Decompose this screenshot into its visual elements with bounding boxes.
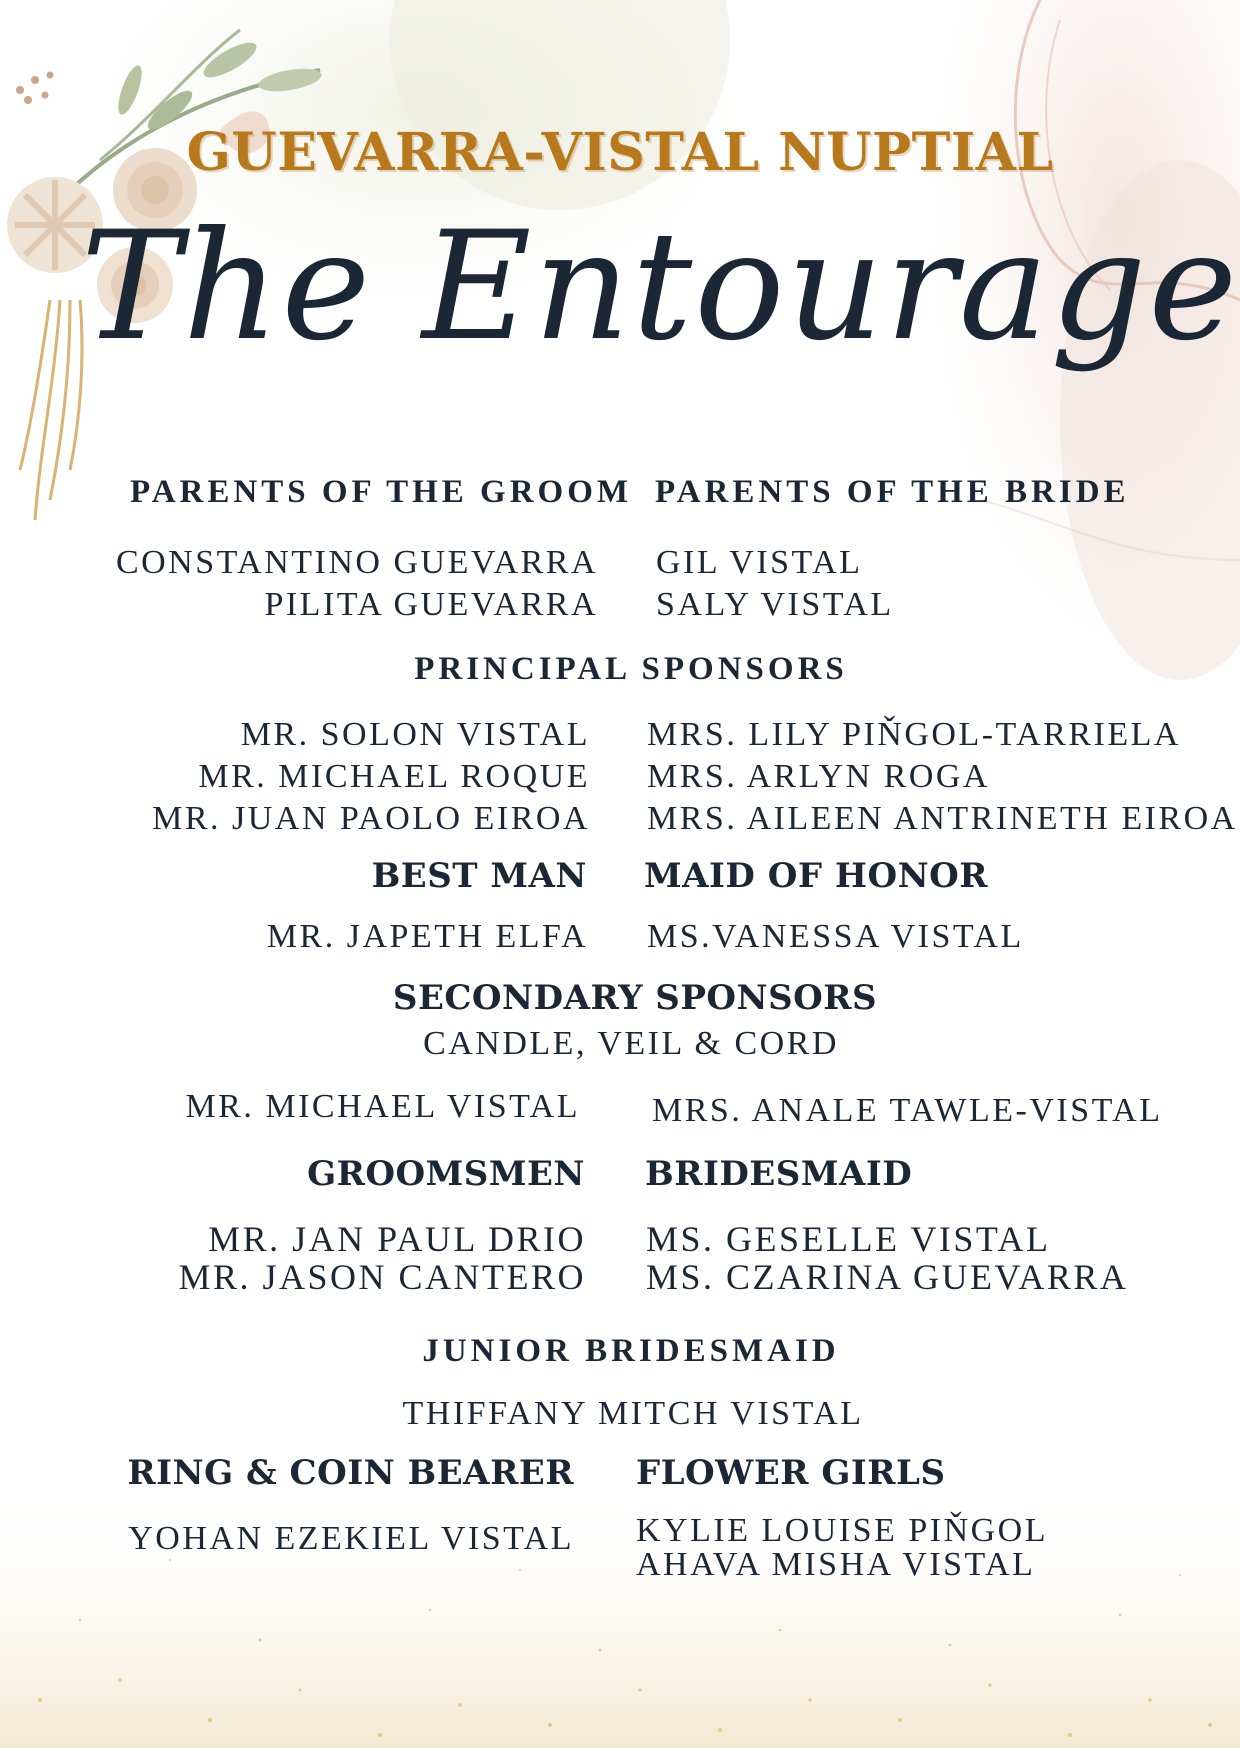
best-man-heading: BEST MAN — [371, 856, 587, 896]
parents-groom-names — [100, 542, 598, 626]
flower-girls-heading: FLOWER GIRLS — [636, 1453, 946, 1493]
principal-sponsors-women — [647, 714, 1238, 840]
bride-parent-name: GIL VISTAL — [656, 544, 863, 581]
ring-coin-bearer-heading: RING & COIN BEARER — [127, 1453, 574, 1493]
parents-bride-heading: PARENTS OF THE BRIDE — [655, 474, 1130, 510]
sponsor-name: MR. SOLON VISTAL — [240, 716, 590, 753]
sponsor-name: MRS. AILEEN ANTRINETH EIROA — [647, 800, 1238, 837]
junior-bridesmaid-heading: JUNIOR BRIDESMAID — [422, 1333, 840, 1369]
bridesmaid-name: MS. GESELLE VISTAL — [646, 1219, 1051, 1259]
entourage-script-title: The Entourage — [80, 200, 1240, 374]
bridesmaid-heading: BRIDESMAID — [645, 1154, 913, 1194]
groomsmen-heading: GROOMSMEN — [307, 1154, 585, 1194]
secondary-sponsors-subheading: CANDLE, VEIL & CORD — [423, 1025, 839, 1062]
groomsman-name: MR. JAN PAUL DRIO — [208, 1219, 586, 1259]
bride-parent-name: SALY VISTAL — [656, 586, 894, 623]
principal-sponsors-heading: PRINCIPAL SPONSORS — [414, 651, 848, 687]
bridesmaid-name: MS. CZARINA GUEVARRA — [646, 1257, 1129, 1297]
principal-sponsors-men — [100, 714, 590, 840]
sponsor-name: MRS. LILY PIŇGOL-TARRIELA — [647, 716, 1181, 753]
secondary-sponsor-woman: MRS. ANALE TAWLE-VISTAL — [652, 1092, 1163, 1129]
nuptial-title: GUEVARRA-VISTAL NUPTIAL — [186, 122, 1054, 183]
sponsor-name: MR. JUAN PAOLO EIROA — [152, 800, 590, 837]
flower-girl-name: KYLIE LOUISE PIŇGOL — [636, 1512, 1049, 1549]
sponsor-name: MR. MICHAEL ROQUE — [198, 758, 590, 795]
best-man-name: MR. JAPETH ELFA — [266, 918, 588, 955]
groom-parent-name: CONSTANTINO GUEVARRA — [115, 544, 598, 581]
parents-bride-names — [656, 542, 894, 626]
groomsman-name: MR. JASON CANTERO — [178, 1257, 586, 1297]
groom-parent-name: PILITA GUEVARRA — [264, 586, 598, 623]
groomsmen-names — [100, 1220, 586, 1296]
parents-groom-heading: PARENTS OF THE GROOM — [130, 474, 633, 510]
sponsor-name: MRS. ARLYN ROGA — [647, 758, 990, 795]
flower-girls-names — [636, 1514, 1048, 1582]
junior-bridesmaid-name: THIFFANY MITCH VISTAL — [402, 1395, 864, 1432]
bridesmaid-names — [646, 1220, 1128, 1296]
secondary-sponsor-man: MR. MICHAEL VISTAL — [185, 1088, 580, 1125]
flower-girl-name: AHAVA MISHA VISTAL — [636, 1546, 1036, 1583]
ring-coin-bearer-name: YOHAN EZEKIEL VISTAL — [128, 1520, 574, 1557]
maid-of-honor-heading: MAID OF HONOR — [644, 856, 989, 896]
secondary-sponsors-heading: SECONDARY SPONSORS — [392, 978, 878, 1018]
maid-of-honor-name: MS.VANESSA VISTAL — [647, 918, 1024, 955]
